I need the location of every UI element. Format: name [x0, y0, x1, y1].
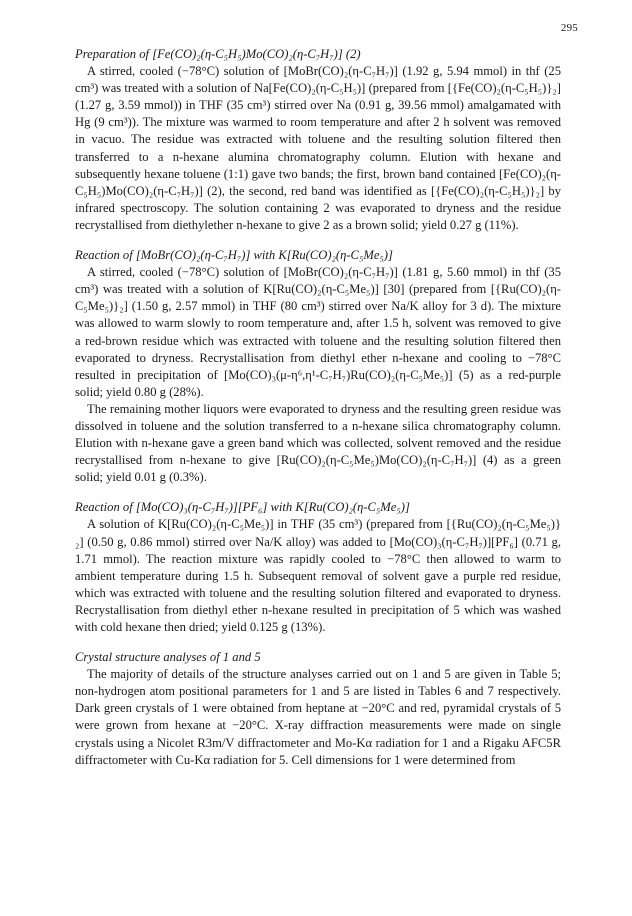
paragraph: A solution of K[Ru(CO)₂(η-C₅Me₅)] in THF (35 cm³) (prepared from [{Ru(CO)₂(η-C₅Me₅)}₂] (0.50 g, 0.86 mmol) stirred over Na/K alloy) was added to [Mo(CO)₃(η-C₇H₇)][PF₆] (0.71 g, 1.71 mmol). The reaction mixture was rapidly cooled to −78°C then allowed to warm to ambient temperature during 1.5 h. Subsequent removal of solvent gave a purple red residue, which was extracted with toluene and the resulting solution filtered and evaporated to dryness. Recrystallisation from diethyl ether n-hexane resulted in precipitation of 5 which was washed with cold hexane then dried; yield 0.125 g (13%).: [75, 517, 561, 634]
section-heading: Preparation of [Fe(CO)₂(η-C₅H₅)Mo(CO)₂(η-C₇H₇)] (2): [75, 47, 361, 61]
paragraph: The majority of details of the structure analyses carried out on 1 and 5 are given in Table 5; non-hydrogen atom positional parameters for 1 and 5 are listed in Tables 6 and 7 respectively. Dark green crystals of 1 were obtained from heptane at −20°C and red, pyramidal crystals of 5 were grown from hexane at −20°C. X-ray diffraction measurements were made on single crystals using a Nicolet R3m/V diffractometer and Mo-Kα radiation for 1 and a Rigaku AFC5R diffractometer with Cu-Kα radiation for 5. Cell dimensions for 1 were determined from: [75, 667, 561, 767]
section-preparation-2: [75, 46, 561, 234]
page-number: 295: [560, 22, 578, 34]
page-body: [75, 46, 561, 769]
paragraph: A stirred, cooled (−78°C) solution of [MoBr(CO)₂(η-C₇H₇)] (1.81 g, 5.60 mmol) in thf (35 cm³) was treated with a solution of K[Ru(CO)₂(η-C₅Me₅)] [30] (prepared from [{Ru(CO)₂(η-C₅Me₅)}₂] (1.50 g, 2.57 mmol) in THF (80 cm³) stirred over Na/K alloy for 3 d). The mixture was allowed to warm slowly to room temperature and, after 1.5 h, solvent was removed to give a red-brown residue which was extracted with toluene and the resulting solution filtered then evaporated to dryness. Recrystallisation from diethyl ether n-hexane and cooling to −78°C resulted in precipitation of [Mo(CO)₃(μ-η⁶,η¹-C₇H₇)Ru(CO)₂(η-C₅Me₅)] (5) as a red-purple solid; yield 0.80 g (28%).: [75, 265, 561, 399]
section-reaction-mo-pf6: [75, 499, 561, 636]
section-heading: Reaction of [MoBr(CO)₂(η-C₇H₇)] with K[Ru(CO)₂(η-C₅Me₅)]: [75, 248, 393, 263]
paragraph: The remaining mother liquors were evaporated to dryness and the resulting green residue was dissolved in toluene and the solution transferred to a n-hexane silica chromatography column. Elution with n-hexane gave a green band which was collected, solvent removed and the residue recrystallised from n-hexane to give [Ru(CO)₂(η-C₅Me₅)Mo(CO)₂(η-C₇H₇)] (4) as a green solid; yield 0.01 g (0.3%).: [75, 401, 561, 485]
paragraph: A stirred, cooled (−78°C) solution of [MoBr(CO)₂(η-C₇H₇)] (1.92 g, 5.94 mmol) in thf (25 cm³) was treated with a solution of Na[Fe(CO)₂(η-C₅H₅)] (prepared from [{Fe(CO)₂(η-C₅H₅)}₂] (1.27 g, 3.59 mmol)) in THF (35 cm³) stirred over Na (0.91 g, 39.56 mmol) amalgamated with Hg (9 cm³)). The mixture was warmed to room temperature and after 2 h solvent was removed in vacuo. The residue was extracted with toluene and the resulting solution filtered then transferred to a n-hexane alumina chromatography column. Elution with hexane and subsequently hexane toluene (1:1) gave two bands; the first, brown band contained [Fe(CO)₂(η-C₅H₅)Mo(CO)₂(η-C₇H₇)] (2), the second, red band was identified as [{Fe(CO)₂(η-C₅H₅)}₂] by infrared spectroscopy. The solution containing 2 was evaporated to dryness and the residue recrystallised from diethylether n-hexane to give 2 as a brown solid; yield 0.27 g (11%).: [75, 64, 561, 232]
section-reaction-mobr: [75, 247, 561, 486]
section-heading: Crystal structure analyses of 1 and 5: [75, 650, 261, 665]
section-heading: Reaction of [Mo(CO)₃(η-C₇H₇)][PF₆] with K[Ru(CO)₂(η-C₅Me₅)]: [75, 500, 410, 515]
section-crystal-structure: [75, 649, 561, 769]
